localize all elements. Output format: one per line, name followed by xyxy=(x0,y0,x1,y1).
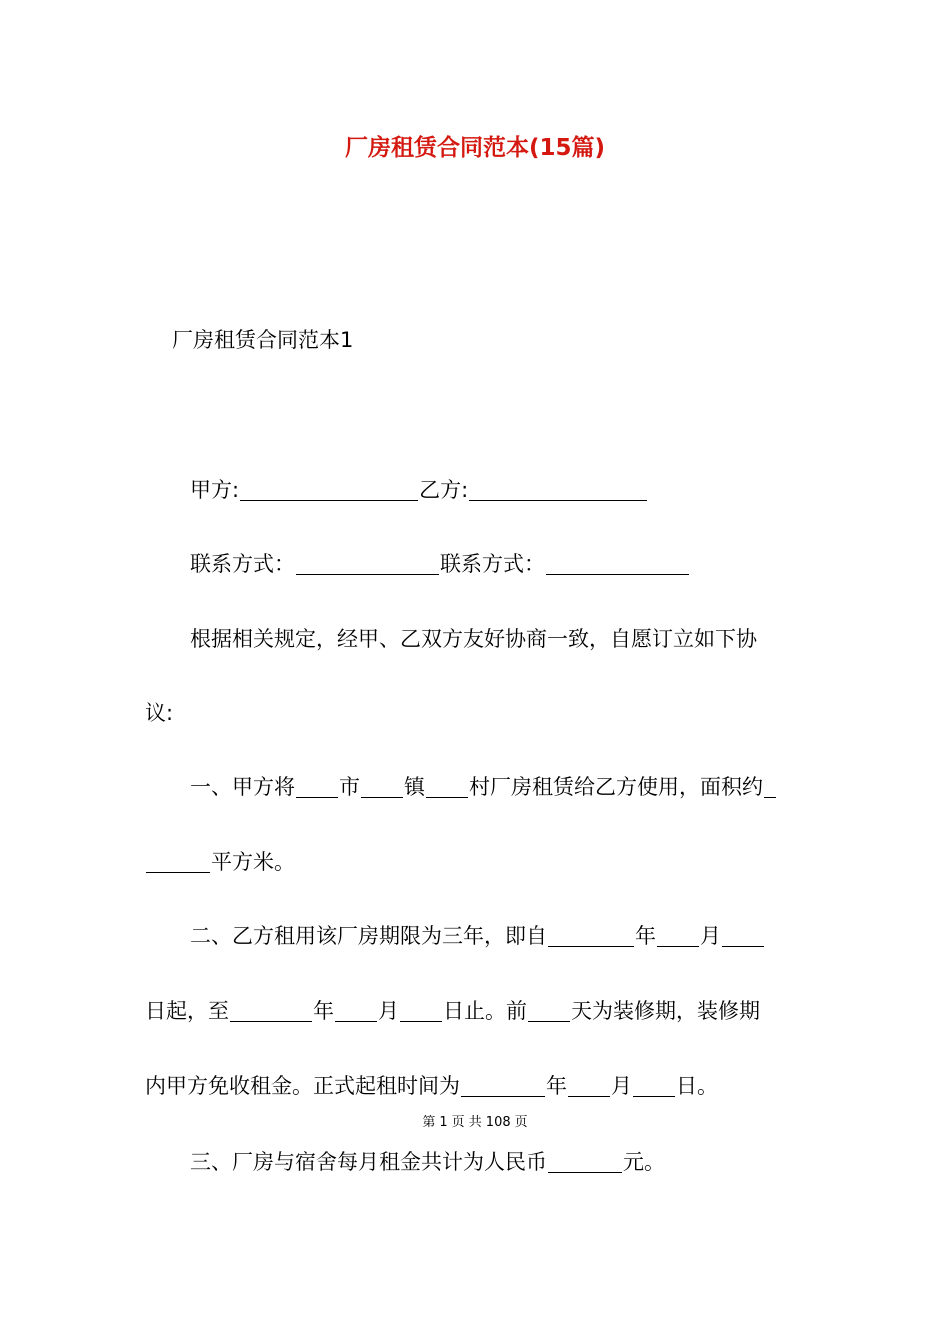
clause-1-text-c: 镇 xyxy=(404,775,425,799)
area-blank-start xyxy=(764,796,776,798)
clause-2-text-d: 日起，至 xyxy=(145,999,229,1023)
clause-2-text-l: 日。 xyxy=(676,1074,718,1098)
end-month-blank xyxy=(335,1020,377,1022)
parties-line xyxy=(190,475,648,505)
section-heading: 厂房租赁合同范本1 xyxy=(172,328,354,352)
footer-page-number: 1 xyxy=(439,1115,448,1130)
town-blank xyxy=(361,796,403,798)
clause-2-text-a: 二、乙方租用该厂房期限为三年，即自 xyxy=(190,924,547,948)
clause-1-text-d: 村厂房租赁给乙方使用，面积约 xyxy=(469,775,763,799)
rent-year-blank xyxy=(461,1095,545,1097)
intro-line-1: 根据相关规定，经甲、乙双方友好协商一致，自愿订立如下协 xyxy=(190,627,757,651)
clause-1-line-1 xyxy=(190,772,777,802)
footer-prefix: 第 xyxy=(422,1115,436,1130)
intro-line-2: 议: xyxy=(145,701,174,725)
clause-2-text-b: 年 xyxy=(635,924,656,948)
clause-1-line-2 xyxy=(145,847,295,877)
party-a-blank xyxy=(240,499,418,501)
party-b-blank xyxy=(469,499,647,501)
party-b-label: 乙方: xyxy=(419,478,469,502)
clause-2-text-e: 年 xyxy=(313,999,334,1023)
start-day-blank xyxy=(722,945,764,947)
area-blank xyxy=(146,871,210,873)
start-month-blank xyxy=(657,945,699,947)
city-blank xyxy=(296,796,338,798)
contact-a-label: 联系方式： xyxy=(190,552,295,576)
clause-2-text-k: 月 xyxy=(611,1074,632,1098)
footer-suffix: 页 xyxy=(514,1115,528,1130)
clause-3-line-1 xyxy=(190,1147,665,1177)
clause-2-text-j: 年 xyxy=(546,1074,567,1098)
end-year-blank xyxy=(230,1020,312,1022)
clause-2-line-2 xyxy=(145,996,760,1026)
party-a-label: 甲方: xyxy=(190,478,240,502)
clause-3-text-a: 三、厂房与宿舍每月租金共计为人民币 xyxy=(190,1150,547,1174)
contact-b-label: 联系方式： xyxy=(440,552,545,576)
footer-total-pages: 108 xyxy=(485,1115,511,1130)
clause-2-text-h: 天为装修期，装修期 xyxy=(571,999,760,1023)
contact-b-blank xyxy=(546,573,689,575)
village-blank xyxy=(426,796,468,798)
contact-a-blank xyxy=(296,573,439,575)
document-title: 厂房租赁合同范本(15篇) xyxy=(344,135,606,161)
end-day-blank xyxy=(400,1020,442,1022)
start-year-blank xyxy=(548,945,634,947)
clause-2-text-c: 月 xyxy=(700,924,721,948)
clause-1-text-e: 平方米。 xyxy=(211,850,295,874)
clause-1-text-a: 一、甲方将 xyxy=(190,775,295,799)
clause-2-text-g: 日止。前 xyxy=(443,999,527,1023)
rent-day-blank xyxy=(633,1095,675,1097)
footer-mid: 页 共 xyxy=(451,1115,482,1130)
page-footer xyxy=(0,1113,950,1133)
rent-month-blank xyxy=(568,1095,610,1097)
clause-2-text-f: 月 xyxy=(378,999,399,1023)
clause-3-text-b: 元。 xyxy=(623,1150,665,1174)
contact-line xyxy=(190,549,690,579)
clause-1-text-b: 市 xyxy=(339,775,360,799)
rent-amount-blank xyxy=(548,1171,622,1173)
clause-2-line-1 xyxy=(190,921,765,951)
clause-2-text-i: 内甲方免收租金。正式起租时间为 xyxy=(145,1074,460,1098)
clause-2-line-3 xyxy=(145,1071,718,1101)
renovation-days-blank xyxy=(528,1020,570,1022)
